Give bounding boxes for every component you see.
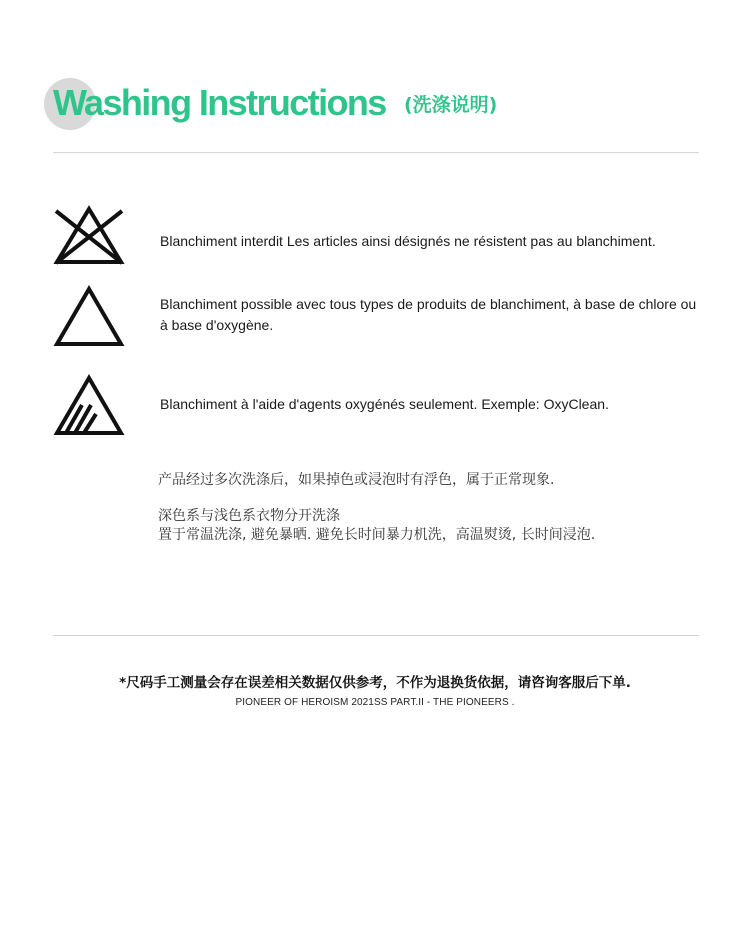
no-bleach-icon [53,205,125,267]
oxygen-bleach-description: Blanchiment à l'aide d'agents oxygénés seulement. Exemple: OxyClean. [160,396,609,412]
page-title-chinese: (洗涤说明) [404,94,498,116]
care-note-washing-conditions: 置于常温洗涤, 避免暴晒. 避免长时间暴力机洗，高温熨烫, 长时间浸泡. [158,527,596,543]
no-bleach-description: Blanchiment interdit Les articles ainsi désignés ne résistent pas au blanchiment. [160,233,656,249]
any-bleach-description: Blanchiment possible avec tous types de produits de blanchiment, à base de chlore ou à base d'oxygène. [160,296,697,333]
page-title: Washing Instructions [53,82,386,123]
oxygen-bleach-only-icon [53,374,125,436]
care-note-separate-colors: 深色系与浅色系衣物分开洗涤 [158,508,340,524]
size-disclaimer: *尺码手工测量会存在误差相关数据仅供参考，不作为退换货依据，请咨询客服后下单. [119,675,631,691]
any-bleach-icon [53,285,125,347]
top-divider [53,152,699,153]
brand-footer: PIONEER OF HEROISM 2021SS PART.II - THE PIONEERS . [235,697,515,708]
care-note-fading: 产品经过多次洗涤后，如果掉色或浸泡时有浮色，属于正常现象. [158,472,555,488]
bottom-divider [53,635,699,636]
